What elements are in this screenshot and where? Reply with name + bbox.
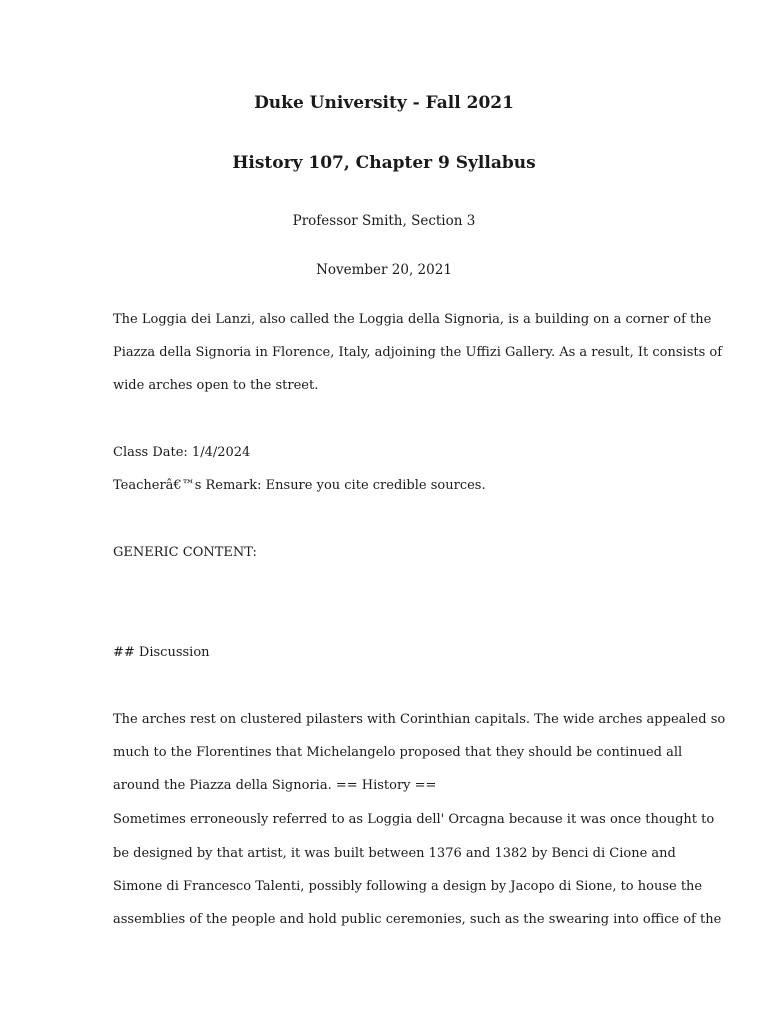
discussion-line: Simone di Francesco Talenti, possibly following a design by Jacopo di Sione, to house the <box>113 879 703 894</box>
discussion-heading: ## Discussion <box>113 645 210 660</box>
discussion-line: The arches rest on clustered pilasters with Corinthian capitals. The wide arches appealed so <box>113 712 726 727</box>
class-date: Class Date: 1/4/2024 <box>113 445 251 460</box>
discussion-line: much to the Florentines that Michelangelo proposed that they should be continued all <box>113 745 683 760</box>
document-date: November 20, 2021 <box>316 262 452 278</box>
intro-line: wide arches open to the street. <box>113 378 319 393</box>
course-title-heading: History 107, Chapter 9 Syllabus <box>232 153 536 173</box>
discussion-line: assemblies of the people and hold public ceremonies, such as the swearing into office of the <box>113 912 722 927</box>
intro-line: The Loggia dei Lanzi, also called the Loggia della Signoria, is a building on a corner of the <box>113 312 712 327</box>
discussion-line: be designed by that artist, it was built between 1376 and 1382 by Benci di Cione and <box>113 846 676 861</box>
generic-content-label: GENERIC CONTENT: <box>113 545 257 560</box>
institution-term-heading: Duke University - Fall 2021 <box>254 93 514 113</box>
discussion-line: Sometimes erroneously referred to as Loggia dell' Orcagna because it was once thought to <box>113 812 715 827</box>
teacher-remark: Teacherâ€™s Remark: Ensure you cite credible sources. <box>113 478 486 493</box>
discussion-line: around the Piazza della Signoria. == History == <box>113 778 437 793</box>
professor-section-line: Professor Smith, Section 3 <box>292 213 476 229</box>
intro-line: Piazza della Signoria in Florence, Italy, adjoining the Uffizi Gallery. As a result, It consists of <box>113 345 723 360</box>
